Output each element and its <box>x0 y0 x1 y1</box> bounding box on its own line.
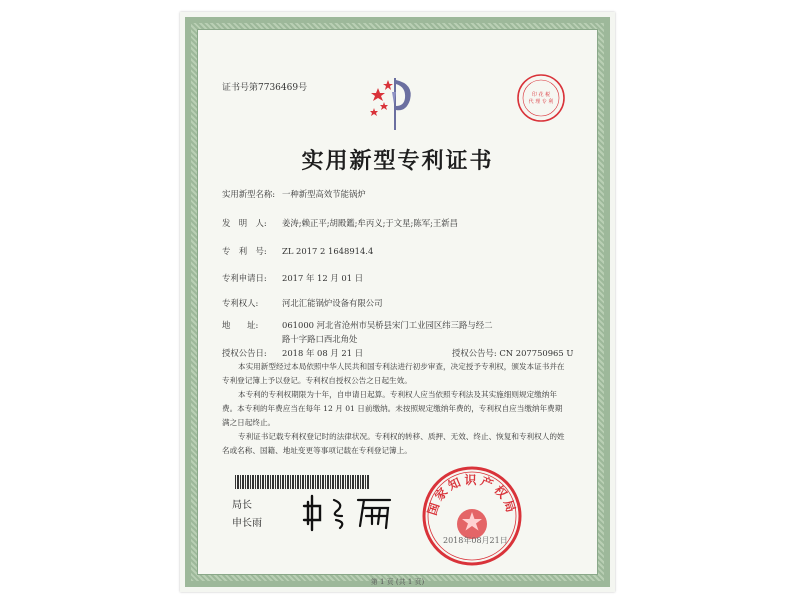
field-label: 发 明 人: <box>222 218 267 228</box>
field-value: 一种新型高效节能锅炉 <box>282 189 366 199</box>
field-application-date <box>222 272 363 284</box>
address-line-2: 路十字路口西北角处 <box>282 334 358 344</box>
field-label: 授权公告日: <box>222 348 267 358</box>
paragraph-registry: 专利证书记载专利权登记时的法律状况。专利权的转移、质押、无效、终止、恢复和专利权人的姓名或名称、国籍、地址变更等事项记载在专利登记簿上。 <box>222 432 565 455</box>
field-announcement-date <box>222 347 363 359</box>
director-name: 申长雨 <box>232 518 262 529</box>
certificate-number: 证书号第7736469号 <box>222 83 308 93</box>
page-footer: 第 1 页 (共 1 页) <box>370 578 425 586</box>
director-signature <box>300 490 410 532</box>
svg-text:代 理 专 利: 代 理 专 利 <box>528 99 554 105</box>
field-label: 地 址: <box>222 320 259 330</box>
certificate-sheet <box>180 12 615 592</box>
field-value: 061000 河北省沧州市吴桥县宋门工业园区纬三路与经二 <box>282 320 493 330</box>
barcode <box>235 475 370 489</box>
field-utility-name <box>222 188 366 200</box>
director-title: 局长 <box>232 500 252 511</box>
cnipa-logo-icon <box>370 74 416 134</box>
field-value: 2018 年 08 月 21 日 <box>282 348 364 358</box>
paragraph-term: 本专利的专利权期限为十年，自申请日起算。专利权人应当依照专利法及其实施细则规定缴纳年费。本专利的年费应当在每年 12 月 01 日前缴纳。未按照规定缴纳年费的，专利权自应当缴纳年费期满之日起终止。 <box>222 390 563 427</box>
official-seal-icon <box>420 464 524 568</box>
field-value: ZL 2017 2 1648914.4 <box>282 246 374 256</box>
field-value: 河北汇能锅炉设备有限公司 <box>282 298 383 308</box>
field-label: 专利申请日: <box>222 273 267 283</box>
field-label: 专利权人: <box>222 298 259 308</box>
field-inventors <box>222 217 458 229</box>
field-address <box>222 319 493 331</box>
paragraph-grant: 本实用新型经过本局依照中华人民共和国专利法进行初步审查，决定授予专利权，颁发本证书并在专利登记簿上予以登记。专利权自授权公告之日起生效。 <box>222 362 565 385</box>
certificate-title: 实用新型专利证书 <box>301 148 494 174</box>
field-value: 姜涛;赖正平;胡殿鑑;牟丙义;于文星;陈军;王新昌 <box>282 218 459 228</box>
agency-seal-icon <box>515 72 567 124</box>
seal-date: 2018年08月21日 <box>443 536 508 545</box>
svg-text:印 花 税: 印 花 税 <box>531 92 551 98</box>
field-value: 2017 年 12 月 01 日 <box>282 273 364 283</box>
authorization-code: 授权公告号: CN 207750965 U <box>452 348 574 358</box>
field-label: 专 利 号: <box>222 246 267 256</box>
field-patent-number <box>222 245 373 257</box>
svg-text:国家知识产权局: 国家知识产权局 <box>424 473 520 517</box>
field-patentee <box>222 297 383 309</box>
field-label: 实用新型名称: <box>222 189 276 199</box>
